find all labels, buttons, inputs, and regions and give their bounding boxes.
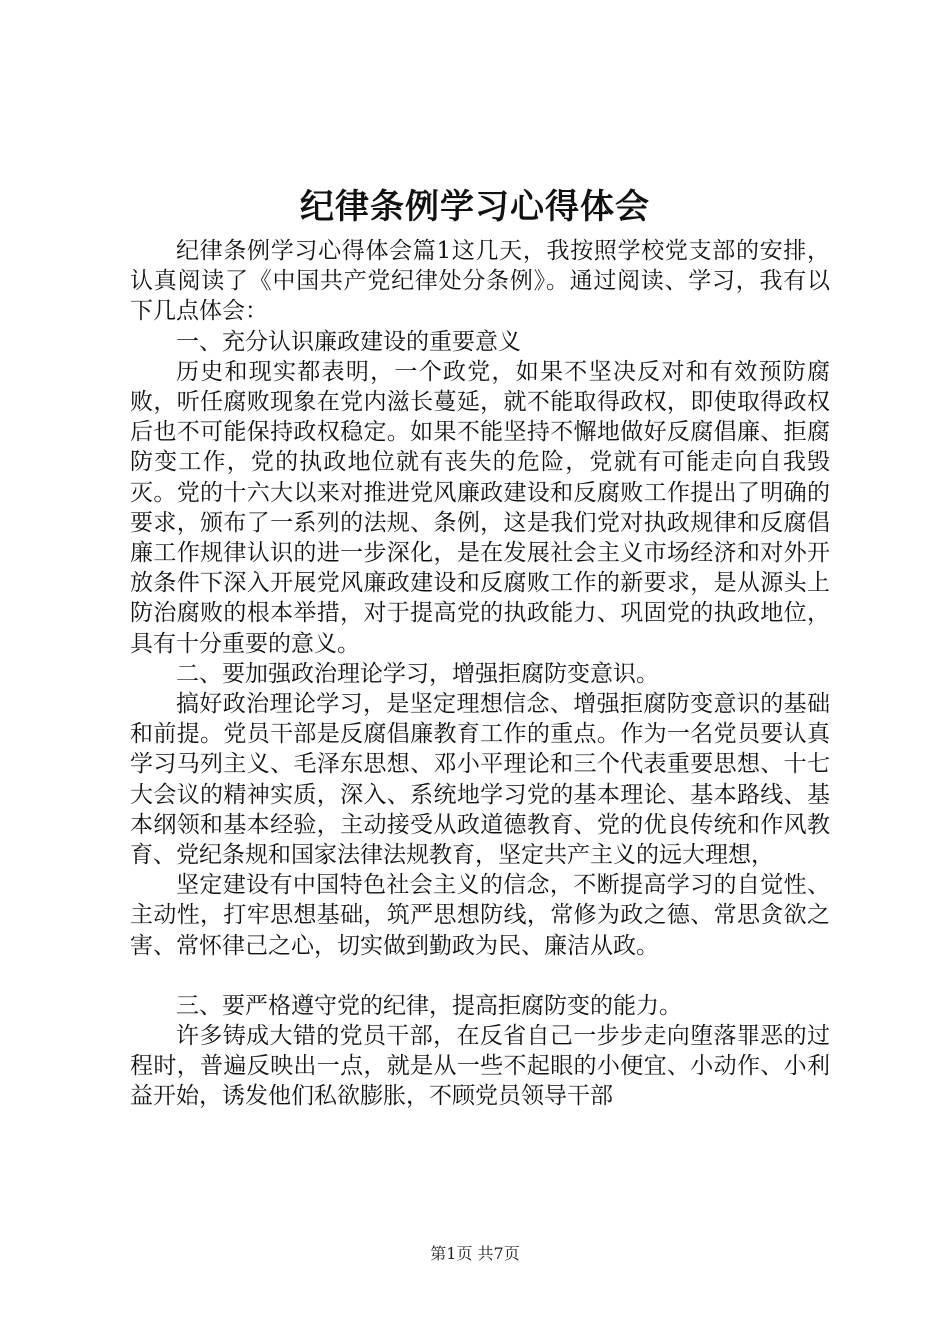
document-body (130, 236, 830, 1112)
body-paragraph: 坚定建设有中国特色社会主义的信念，不断提高学习的自觉性、主动性，打牢思想基础，筑严思想防线，常修为政之德、常思贪欲之害、常怀律己之心，切实做到勤政为民、廉洁从政。 (130, 872, 830, 959)
page-number-footer: 第1页 共7页 (430, 1244, 520, 1263)
intro-paragraph: 纪律条例学习心得体会篇1这几天，我按照学校党支部的安排，认真阅读了《中国共产党纪律处分条例》。通过阅读、学习，我有以下几点体会： (130, 238, 830, 325)
body-paragraph: 搞好政治理论学习，是坚定理想信念、增强拒腐防变意识的基础和前提。党员干部是反腐倡廉教育工作的重点。作为一名党员要认真学习马列主义、毛泽东思想、邓小平理论和三个代表重要思想、十七大会议的精神实质，深入、系统地学习党的基本理论、基本路线、基本纲领和基本经验，主动接受从政道德教育、党的优良传统和作风教育、党纪条规和国家法律法规教育，坚定共产主义的远大理想， (130, 691, 830, 869)
body-paragraph: 许多铸成大错的党员干部，在反省自己一步步走向堕落罪恶的过程时，普遍反映出一点，就是从一些不起眼的小便宜、小动作、小利益开始，诱发他们私欲膨胀，不顾党员领导干部 (130, 1023, 830, 1110)
body-paragraph: 历史和现实都表明，一个政党，如果不坚决反对和有效预防腐败，听任腐败现象在党内滋长蔓延，就不能取得政权，即使取得政权后也不可能保持政权稳定。如果不能坚持不懈地做好反腐倡廉、拒腐防变工作，党的执政地位就有丧失的危险，党就有可能走向自我毁灭。党的十六大以来对推进党风廉政建设和反腐败工作提出了明确的要求，颁布了一系列的法规、条例，这是我们党对执政规律和反腐倡廉工作规律认识的进一步深化，是在发展社会主义市场经济和对外开放条件下深入开展党风廉政建设和反腐败工作的新要求，是从源头上防治腐败的根本举措，对于提高党的执政能力、巩固党的执政地位，具有十分重要的意义。 (130, 358, 830, 657)
section-heading-1: 一、充分认识廉政建设的重要意义 (176, 328, 521, 355)
document-title: 纪律条例学习心得体会 (300, 187, 650, 227)
section-heading-3: 三、要严格遵守党的纪律，提高拒腐防变的能力。 (176, 992, 682, 1019)
section-heading-2: 二、要加强政治理论学习，增强拒腐防变意识。 (176, 660, 659, 687)
